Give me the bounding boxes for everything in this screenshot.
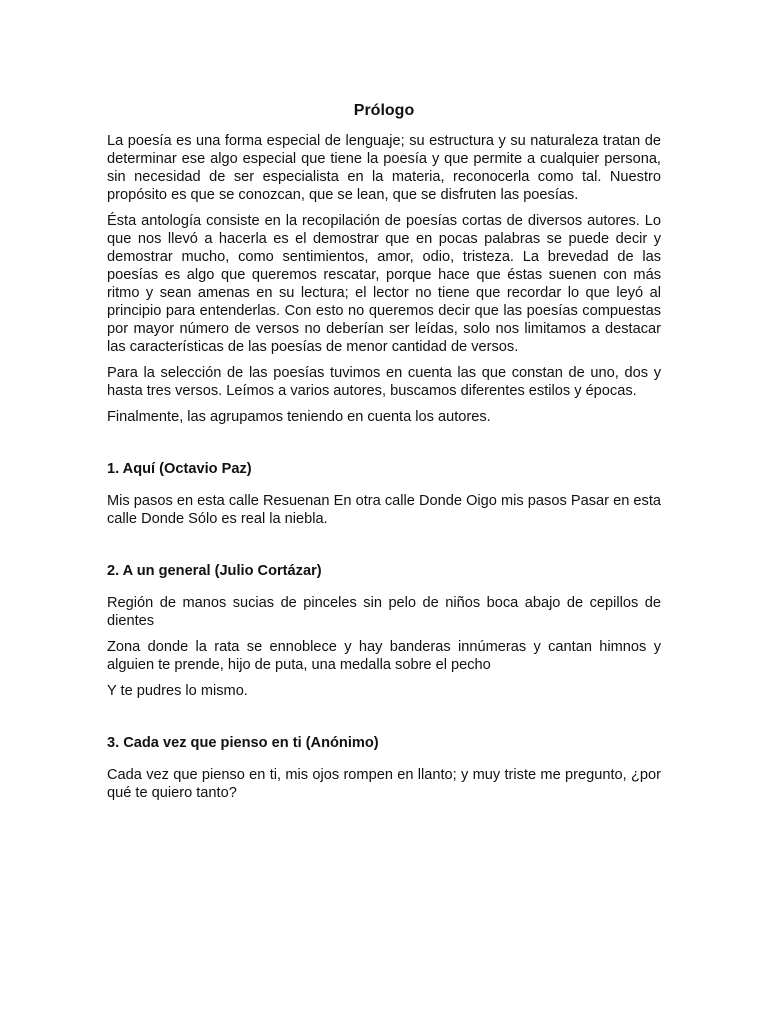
document-page [107,100,661,810]
prologue-paragraph-1: La poesía es una forma especial de lenguaje; su estructura y su naturaleza tratan de determinar ese algo especial que tiene la poesía y que permite a cualquier persona, sin necesidad de ser especialista en la materia, reconocerla como tal. Nuestro propósito es que se conozcan, que se lean, que se disfruten las poesías. [107,133,661,203]
prologue-paragraph-4: Finalmente, las agrupamos teniendo en cuenta los autores. [107,409,491,425]
poem-2-line-2: Zona donde la rata se ennoblece y hay banderas innúmeras y cantan himnos y alguien te prende, hijo de puta, una medalla sobre el pecho [107,639,661,673]
page-title: Prólogo [353,102,415,119]
poem-1-line-1: Mis pasos en esta calle Resuenan En otra calle Donde Oigo mis pasos Pasar en esta calle Donde Sólo es real la niebla. [107,493,661,527]
section-spacer [107,434,661,460]
poem-2-line-1: Región de manos sucias de pinceles sin pelo de niños boca abajo de cepillos de dientes [107,595,661,629]
poem-heading-1: 1. Aquí (Octavio Paz) [107,461,252,477]
poem-2-line-3: Y te pudres lo mismo. [107,683,248,699]
prologue-paragraph-2: Ésta antología consiste en la recopilación de poesías cortas de diversos autores. Lo que nos llevó a hacerla es el demostrar que en pocas palabras se puede decir y demostrar mucho, como sentimientos, amor, odio, tristeza. La brevedad de las poesías es algo que queremos rescatar, porque hace que éstas suenen con más ritmo y sean amenas en su lectura; el lector no tiene que recordar lo que leyó al principio para entenderlas. Con esto no queremos decir que las poesías compuestas por mayor número de versos no deberían ser leídas, solo nos limitamos a destacar las características de las poesías de menor cantidad de versos. [107,213,661,355]
section-spacer [107,708,661,734]
section-spacer [107,536,661,562]
prologue-paragraph-3: Para la selección de las poesías tuvimos en cuenta las que constan de uno, dos y hasta tres versos. Leímos a varios autores, buscamos diferentes estilos y épocas. [107,365,661,399]
poem-heading-2: 2. A un general (Julio Cortázar) [107,563,322,579]
poem-heading-3: 3. Cada vez que pienso en ti (Anónimo) [107,735,379,751]
poem-3-line-1: Cada vez que pienso en ti, mis ojos rompen en llanto; y muy triste me pregunto, ¿por qué te quiero tanto? [107,767,661,801]
